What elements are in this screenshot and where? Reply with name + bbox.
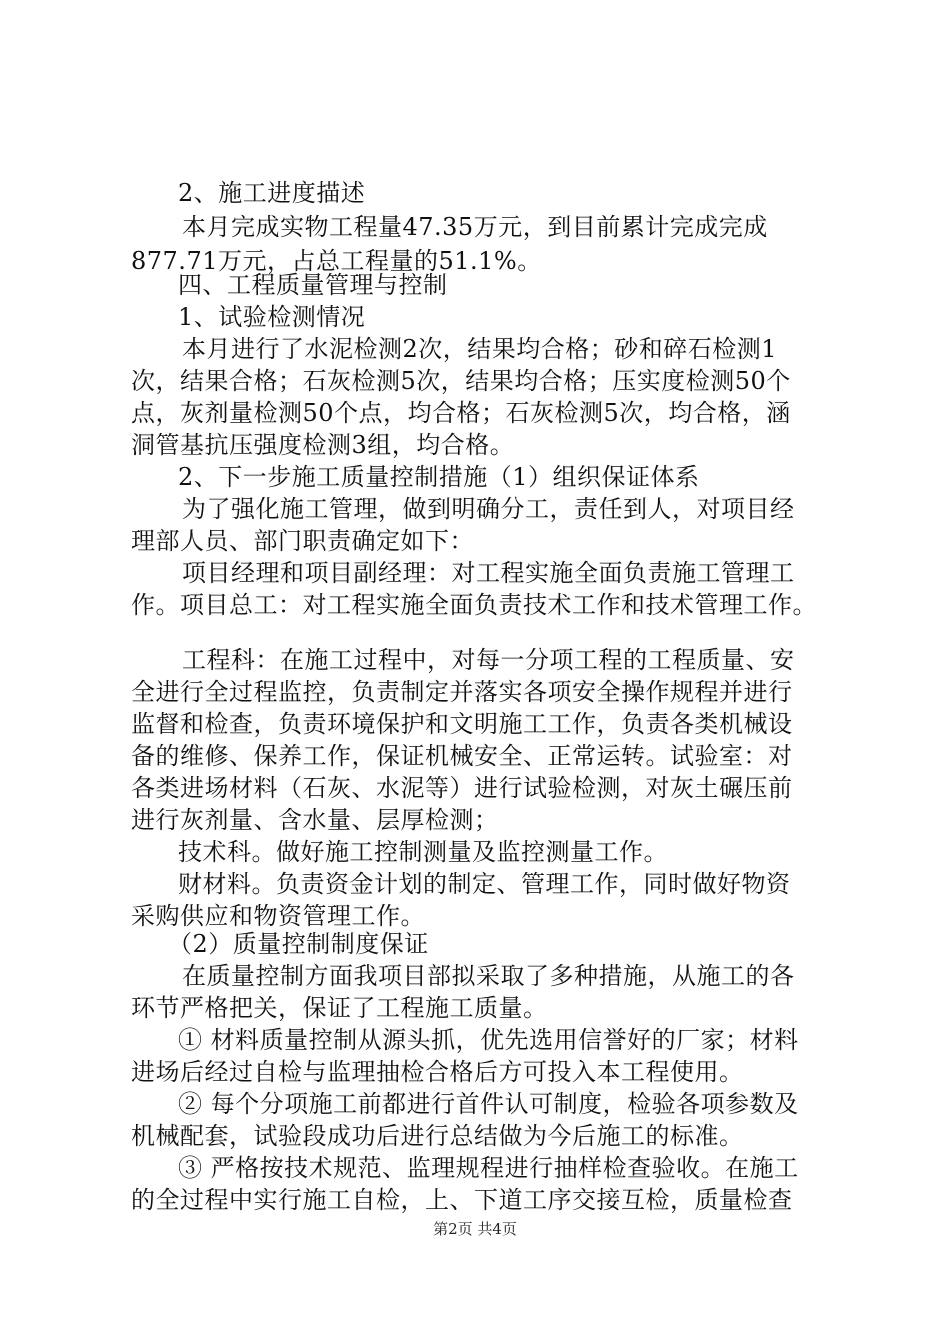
paragraph-line: 点，灰剂量检测50个点，均合格；石灰检测5次，均合格，涵 bbox=[131, 399, 791, 427]
paragraph-line: 技术科。做好施工控制测量及监控测量工作。 bbox=[178, 838, 668, 866]
paragraph-line: 洞管基抗压强度检测3组，均合格。 bbox=[131, 431, 515, 459]
paragraph-line: 采购供应和物资管理工作。 bbox=[131, 902, 425, 930]
paragraph-line: 的全过程中实行施工自检，上、下道工序交接互检，质量检查 bbox=[131, 1186, 793, 1214]
paragraph-line: 作。项目总工：对工程实施全面负责技术工作和技术管理工作。 bbox=[131, 591, 817, 619]
paragraph-line: 本月完成实物工程量47.35万元，到目前累计完成完成 bbox=[182, 213, 768, 241]
section-heading-quality: 四、工程质量管理与控制 bbox=[178, 271, 448, 299]
paragraph-line: 进场后经过自检与监理抽检合格后方可投入本工程使用。 bbox=[131, 1058, 744, 1086]
paragraph-line: 备的维修、保养工作，保证机械安全、正常运转。试验室：对 bbox=[131, 742, 793, 770]
paragraph-line: 本月进行了水泥检测2次，结果均合格；砂和碎石检测1 bbox=[182, 335, 778, 363]
heading-next-steps: 2、下一步施工质量控制措施（1）组织保证体系 bbox=[178, 463, 700, 491]
paragraph-line: 进行灰剂量、含水量、层厚检测； bbox=[131, 806, 499, 834]
heading-quality-system: （2）质量控制制度保证 bbox=[168, 930, 429, 958]
paragraph-line: 财材料。负责资金计划的制定、管理工作，同时做好物资 bbox=[178, 870, 791, 898]
paragraph-line: 工程科：在施工过程中，对每一分项工程的工程质量、安 bbox=[182, 646, 795, 674]
paragraph-line: 各类进场材料（石灰、水泥等）进行试验检测，对灰土碾压前 bbox=[131, 774, 793, 802]
paragraph-line: 877.71万元，占总工程量的51.1%。 bbox=[131, 247, 542, 275]
heading-construction-progress: 2、施工进度描述 bbox=[178, 179, 366, 207]
paragraph-line: 监督和检查，负责环境保护和文明施工工作，负责各类机械设 bbox=[131, 710, 793, 738]
list-item-line: ① 材料质量控制从源头抓，优先选用信誉好的厂家；材料 bbox=[178, 1026, 799, 1054]
list-item-line: ③ 严格按技术规范、监理规程进行抽样检查验收。在施工 bbox=[178, 1154, 799, 1182]
heading-testing: 1、试验检测情况 bbox=[178, 303, 366, 331]
paragraph-line: 机械配套，试验段成功后进行总结做为今后施工的标准。 bbox=[131, 1122, 744, 1150]
page-number-footer: 第2页 共4页 bbox=[433, 1220, 517, 1238]
paragraph-line: 项目经理和项目副经理：对工程实施全面负责施工管理工 bbox=[182, 559, 795, 587]
list-item-line: ② 每个分项施工前都进行首件认可制度，检验各项参数及 bbox=[178, 1090, 799, 1118]
paragraph-line: 在质量控制方面我项目部拟采取了多种措施，从施工的各 bbox=[182, 962, 795, 990]
paragraph-line: 环节严格把关，保证了工程施工质量。 bbox=[131, 994, 548, 1022]
paragraph-line: 理部人员、部门职责确定如下： bbox=[131, 527, 474, 555]
paragraph-line: 全进行全过程监控，负责制定并落实各项安全操作规程并进行 bbox=[131, 678, 793, 706]
paragraph-line: 次，结果合格；石灰检测5次，结果均合格；压实度检测50个 bbox=[131, 367, 791, 395]
paragraph-line: 为了强化施工管理，做到明确分工，责任到人，对项目经 bbox=[182, 495, 795, 523]
